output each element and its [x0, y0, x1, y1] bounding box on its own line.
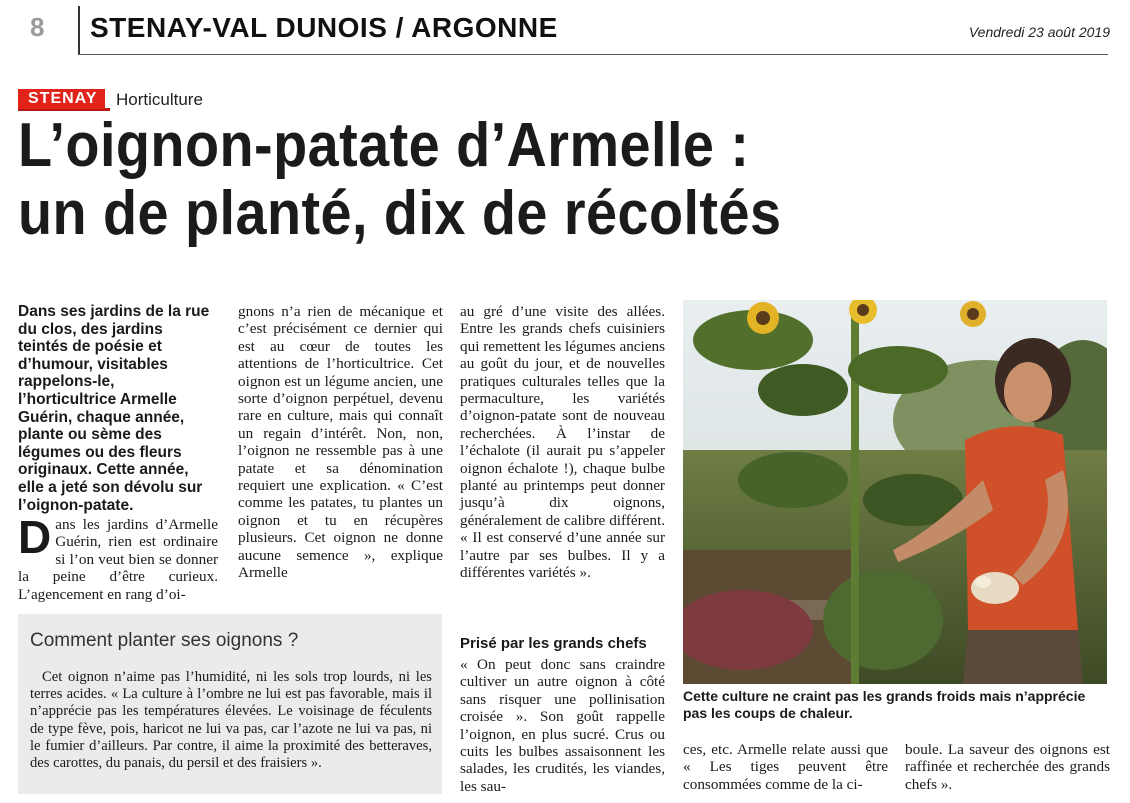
location-tag: STENAY: [18, 89, 105, 109]
tips-box-paragraph: Cet oignon n’aime pas l’humidité, ni les sols trop lourds, ni les terres acides. « La culture à l’ombre ne lui est pas favorable, mais il n’apprécie pas les températures élevées. Le voisinage de féculents de type fève, pois, haricot ne lui va pas, car l’azote ne lui va pas, ni le fumier d’ailleurs. Par contre, il aime la proximité des betteraves, des carottes, du panais, du persil et des fraisiers ».: [30, 669, 432, 772]
article-column-5: boule. La saveur des oignons est raffinée et recherchée des grands chefs ».: [905, 741, 1110, 793]
header-rule: [78, 54, 1108, 55]
article-photo: [683, 300, 1107, 684]
article-column-1: [18, 511, 218, 603]
article-lead: Dans ses jardins de la rue du clos, des jardins teintés de poésie et d’humour, visitables rappelons-le, l’horticultrice Armelle Guérin, chaque année, plante ou sème des légumes ou des fleurs originaux. Cette année, elle a jeté son dévolu sur l’oignon-patate.: [18, 303, 210, 514]
headline-line-1: L’oignon-patate d’Armelle :: [18, 111, 750, 180]
article-column-4: ces, etc. Armelle relate aussi que « Les tiges peuvent être consommées comme de la ci-: [683, 741, 888, 793]
publication-date: Vendredi 23 août 2019: [968, 24, 1110, 40]
rubric-label: Horticulture: [116, 90, 203, 109]
article-column-3-continued: « On peut donc sans craindre cultiver un autre oignon à côté sans risquer une pollinisation croisée ». Son goût rappelle l’oignon, en plus sucré. Crus ou cuits les bulbes assaisonnent les salades, les crudités, les viandes, les sau-: [460, 656, 665, 795]
headline-line-2: un de planté, dix de récoltés: [18, 179, 782, 248]
photo-caption: Cette culture ne craint pas les grands froids mais n’apprécie pas les coups de chaleur.: [683, 688, 1086, 721]
tips-box-text: [30, 669, 432, 772]
page-number: 8: [30, 12, 45, 42]
article-column-3: au gré d’une visite des allées. Entre les grands chefs cuisiniers qui remettent les légumes anciens au goût du jour, et de nouvelles pratiques culturales telles que la permaculture, les variétés d’oignon-patate sont de nouveau recherchées. À l’instar de l’échalote (il aurait pu s’appeler oignon échalote !), chaque bulbe planté au printemps peut donner jusqu’à dix oignons, généralement de calibre différent. « Il est conservé d’une année sur l’autre par ses bulbes. Il y a différentes variétés ».: [460, 303, 665, 582]
garden-photo-illustration: [683, 300, 1107, 684]
article-subhead: Prisé par les grands chefs: [460, 635, 647, 652]
tips-box-title: Comment planter ses oignons ?: [30, 630, 299, 651]
section-title: STENAY-VAL DUNOIS / ARGONNE: [90, 12, 558, 43]
header-divider: [78, 6, 80, 54]
article-headline: [18, 112, 781, 248]
column-1-text: ans les jardins d’Armelle Guérin, rien est ordinaire si l’on veut bien se donner la peine d’être curieux. L’agencement en rang d’oi-: [18, 516, 218, 603]
article-column-2: gnons n’a rien de mécanique et c’est précisément ce dernier qui est au cœur de toutes les attentions de l’horticultrice. Cet oignon est un légume ancien, une sorte d’oignon perpétuel, devenu rare en culture, mais qui connaît un regain d’intérêt. Non, non, l’oignon ne ressemble pas à une patate et sa dénomination requiert une explication. « C’est comme les patates, tu plantes un oignon et tu en récupères plusieurs. Cet oignon ne donne aucune semence », explique Armelle: [238, 303, 443, 582]
drop-cap: D: [18, 511, 52, 563]
